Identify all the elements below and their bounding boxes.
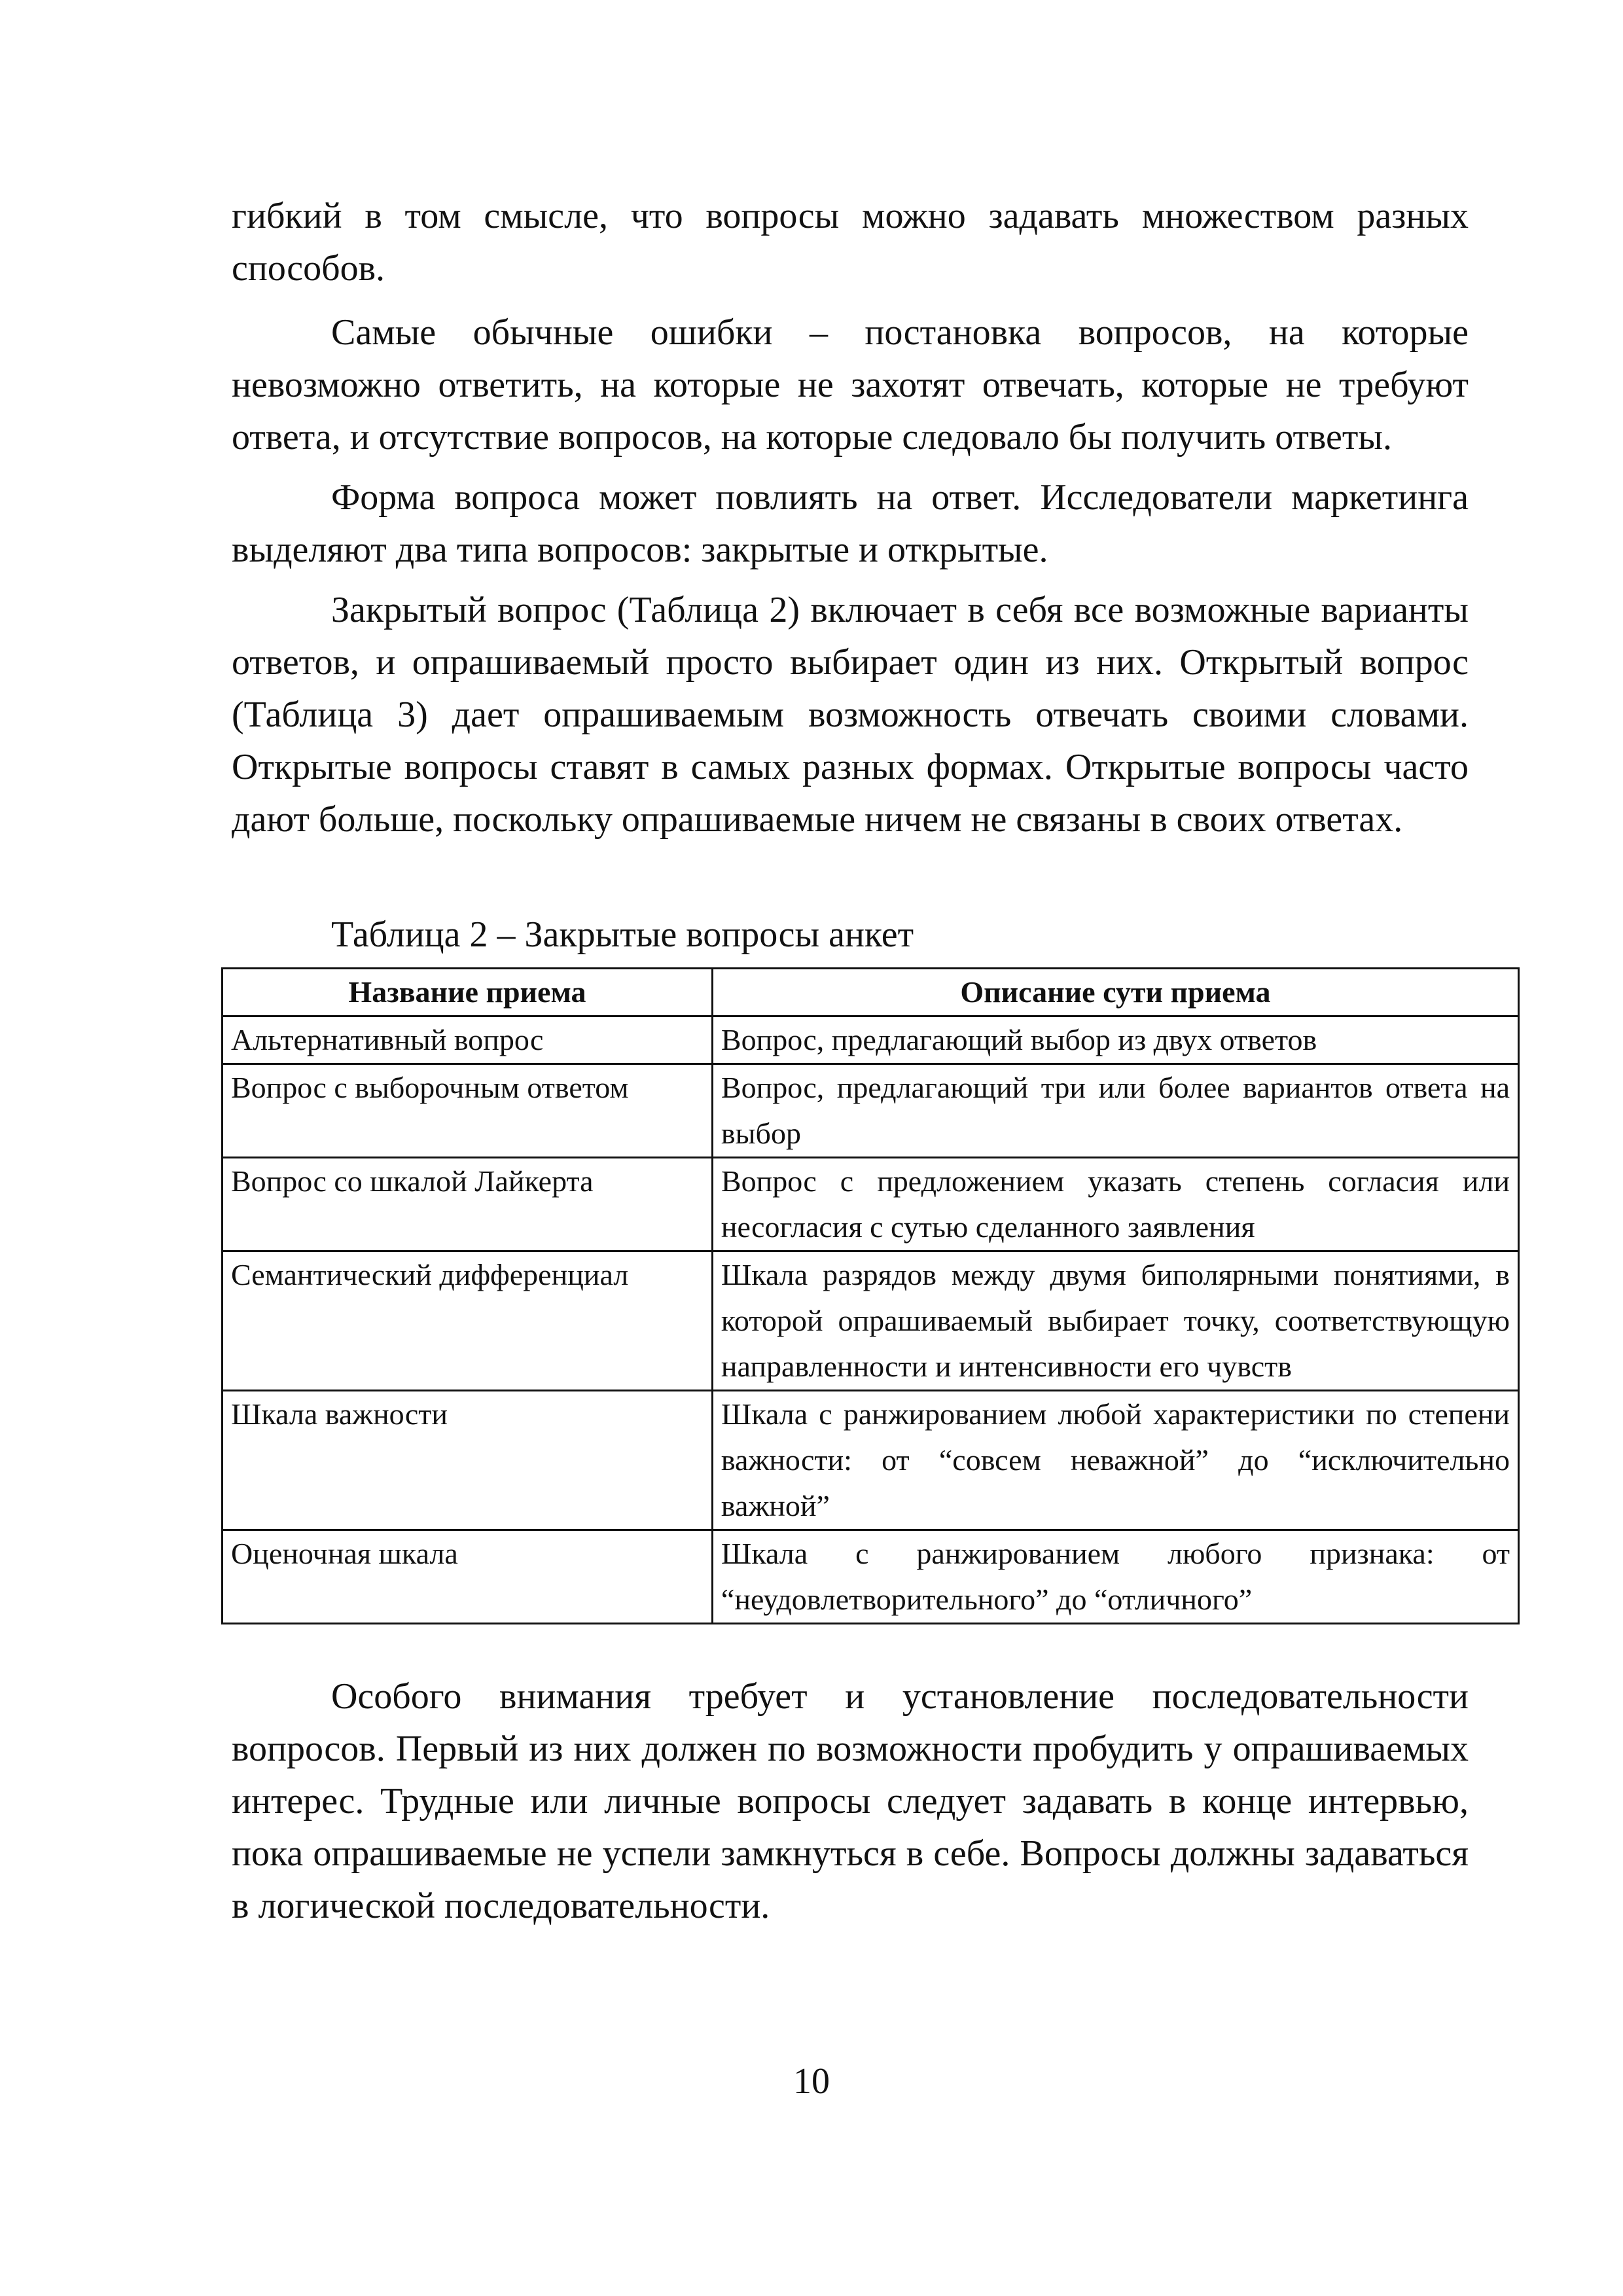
technique-name-cell: Вопрос с выборочным ответом (223, 1064, 713, 1158)
table-row (223, 1158, 1519, 1251)
paragraph-continuation: гибкий в том смысле, что вопросы можно задавать множеством разных способов. (232, 196, 1469, 289)
technique-name-cell: Альтернативный вопрос (223, 1016, 713, 1064)
technique-name-cell: Шкала важности (223, 1391, 713, 1530)
technique-description-cell: Шкала с ранжированием любого признака: от “неудовлетворительного” до “отличного” (712, 1530, 1518, 1624)
technique-name-cell: Оценочная шкала (223, 1530, 713, 1624)
technique-name-cell: Вопрос со шкалой Лайкерта (223, 1158, 713, 1251)
table-row (223, 1530, 1519, 1624)
header-technique-description: Описание сути приема (712, 969, 1518, 1016)
technique-description-cell: Шкала с ранжированием любой характеристики по степени важности: от “совсем неважной” до “исключительно важной” (712, 1391, 1518, 1530)
table-header-row (223, 969, 1519, 1016)
table-row (223, 1064, 1519, 1158)
technique-name-cell: Семантический дифференциал (223, 1251, 713, 1391)
technique-description-cell: Вопрос с предложением указать степень согласия или несогласия с сутью сделанного заявления (712, 1158, 1518, 1251)
technique-description-cell: Шкала разрядов между двумя биполярными понятиями, в которой опрашиваемый выбирает точку, соответствующую направленности и интенсивности его чувств (712, 1251, 1518, 1391)
table-row (223, 1016, 1519, 1064)
page-number: 10 (793, 2061, 830, 2102)
closed-questions-table (221, 967, 1520, 1624)
paragraph-common-errors: Самые обычные ошибки – постановка вопросов, на которые невозможно ответить, на которые не захотят отвечать, которые не требуют ответа, и отсутствие вопросов, на которые следовало бы получить ответы. (232, 312, 1469, 457)
paragraph-closed-open-questions: Закрытый вопрос (Таблица 2) включает в себя все возможные варианты ответов, и опрашиваемый просто выбирает один из них. Открытый вопрос (Таблица 3) дает опрашиваемым возможность отвечать своими словами. Открытые вопросы ставят в самых разных формах. Открытые вопросы часто дают больше, поскольку опрашиваемые ничем не связаны в своих ответах. (232, 590, 1469, 840)
table-row (223, 1251, 1519, 1391)
technique-description-cell: Вопрос, предлагающий три или более вариантов ответа на выбор (712, 1064, 1518, 1158)
header-technique-name: Название приема (223, 969, 713, 1016)
technique-description-cell: Вопрос, предлагающий выбор из двух ответов (712, 1016, 1518, 1064)
paragraph-question-sequence: Особого внимания требует и установление последовательности вопросов. Первый из них должен по возможности пробудить у опрашиваемых интерес. Трудные или личные вопросы следует задавать в конце интервью, пока опрашиваемые не успели замкнуться в себе. Вопросы должны задаваться в логической последовательности. (232, 1676, 1469, 1926)
table-row (223, 1391, 1519, 1530)
paragraph-question-form: Форма вопроса может повлиять на ответ. Исследователи маркетинга выделяют два типа вопросов: закрытые и открытые. (232, 477, 1469, 570)
table-caption: Таблица 2 – Закрытые вопросы анкет (331, 914, 914, 955)
